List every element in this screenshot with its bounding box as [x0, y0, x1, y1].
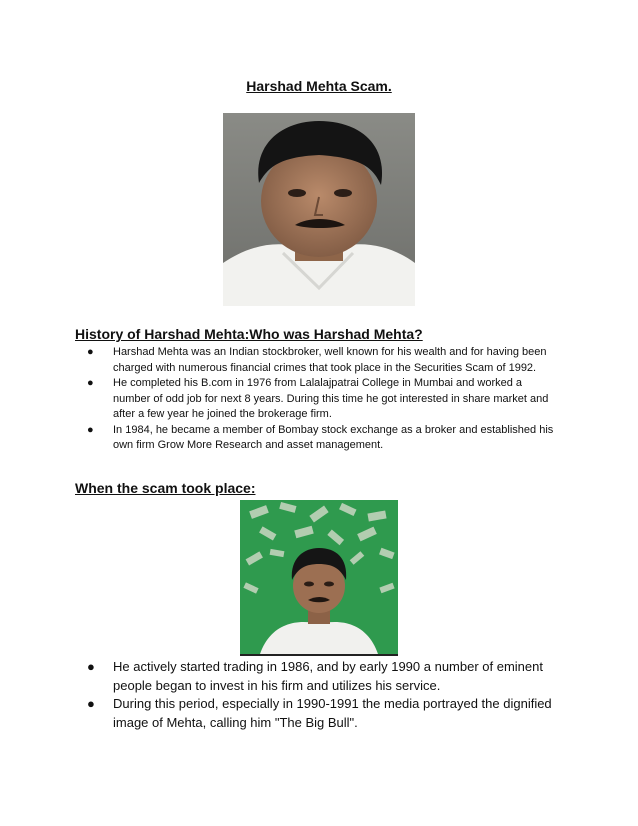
money-rain-photo	[240, 500, 398, 656]
history-heading: History of Harshad Mehta:Who was Harshad Mehta?	[75, 326, 423, 342]
list-item	[75, 376, 555, 423]
list-item-text: Harshad Mehta was an Indian stockbroker, well known for his wealth and for having been charged with numerous financial crimes that took place in the Securities Scam of 1992.	[113, 346, 547, 374]
scam-bullet-list	[75, 658, 565, 732]
list-item	[75, 695, 565, 732]
bullet-icon: ●	[87, 659, 95, 674]
list-item-text: During this period, especially in 1990-1991 the media portrayed the dignified image of Mehta, calling him "The Big Bull".	[113, 696, 552, 730]
portrait-photo	[223, 113, 415, 306]
history-bullet-list	[75, 345, 555, 454]
bullet-icon: ●	[87, 346, 94, 358]
list-item-text: In 1984, he became a member of Bombay stock exchange as a broker and established his own firm Grow More Research and asset management.	[113, 423, 554, 451]
list-item-text: He actively started trading in 1986, and by early 1990 a number of eminent people began to invest in his firm and utilizes his service.	[113, 659, 543, 693]
bullet-icon: ●	[87, 696, 95, 711]
list-item-text: He completed his B.com in 1976 from Lalalajpatrai College in Mumbai and worked a number of odd job for next 8 years. During this time he got interested in share market and after a few year he joined the brokerage firm.	[113, 377, 549, 420]
list-item	[75, 345, 555, 376]
money-rain-image	[240, 500, 398, 654]
portrait-image	[223, 113, 415, 306]
bullet-icon: ●	[87, 423, 94, 436]
scam-heading: When the scam took place:	[75, 480, 256, 496]
bullet-icon: ●	[87, 377, 94, 389]
list-item	[75, 423, 555, 454]
list-item	[75, 658, 565, 695]
document-title: Harshad Mehta Scam.	[246, 78, 392, 94]
